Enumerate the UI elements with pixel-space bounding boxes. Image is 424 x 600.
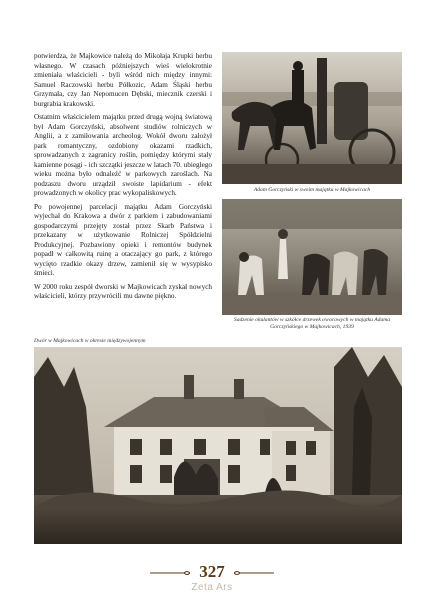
paragraph: W 2000 roku zespół dworski w Majkowicach zyskał nowych właścicieli, którzy przywrócili mu dawne piękno. [34,282,212,300]
page-number: 327 [199,562,225,581]
photo-man-with-horses [222,52,402,184]
photo-planting-saplings [222,199,402,315]
paragraph: Ostatnim właścicielem majątku przed drugą wojną światową był Adam Gorczyński, absolwent studiów rolniczych w Anglii, a z zamiłowania archeolog. Wokół dworu założył park romantyczny, ozdobiony okazami rzadkich, sprowadzanych z zagranicy roślin, pomiędzy którymi stały kamienne posągi - ich szczątki jeszcze w latach 70. ubiegłego wieku można było odnaleźć w parkowych zaroślach. Na podzaszu dworu urządził swoiste lapidarium - efekt prowadzonych w okolicy prac wykopaliskowych. [34,113,212,197]
publisher-name: Zeta Ars [191,582,233,593]
body-text [34,52,212,306]
photo-caption: Sadzenie okulantów w szkółce drzewek owocowych w majątku Adama Gorczyńskiego w Majkowicach, 1939 [233,317,391,330]
photo-caption: Dwór w Majkowicach w okresie międzywojennym [34,338,146,344]
photo-caption: Adam Gorczyński w swoim majątku w Majkowicach [253,187,371,193]
paragraph: potwierdza, że Majkowice należą do Mikołaja Krupki herbu własnego. W czasach późniejszych wieś wielokrotnie zmieniała właścicieli - byli wśród nich między innymi: Samuel Raczowski herbu Półkozic, Adam Śląski herbu Grzymała, czy Jan Nepomucen Dębski, miecznik czerski i burgrabia krakowski. [34,52,212,108]
ornament-right-icon [234,570,274,576]
paragraph: Po powojennej parcelacji majątku Adam Gorczyński wyjechał do Krakowa a dwór z parkiem i zabudowaniami gospodarczymi przejęty został przez Skarb Państwa i przekazany w użytkowanie Rolniczej Spółdzielni Produkcyjnej. Pozbawiony opieki i remontów budynek popadł w całkowitą ruinę a otaczający go park, z którego wycięto rzadkie okazy drzew, zamienił się w wysypisko śmieci. [34,202,212,277]
photo-manor-house [34,347,402,544]
page-footer [0,562,424,598]
